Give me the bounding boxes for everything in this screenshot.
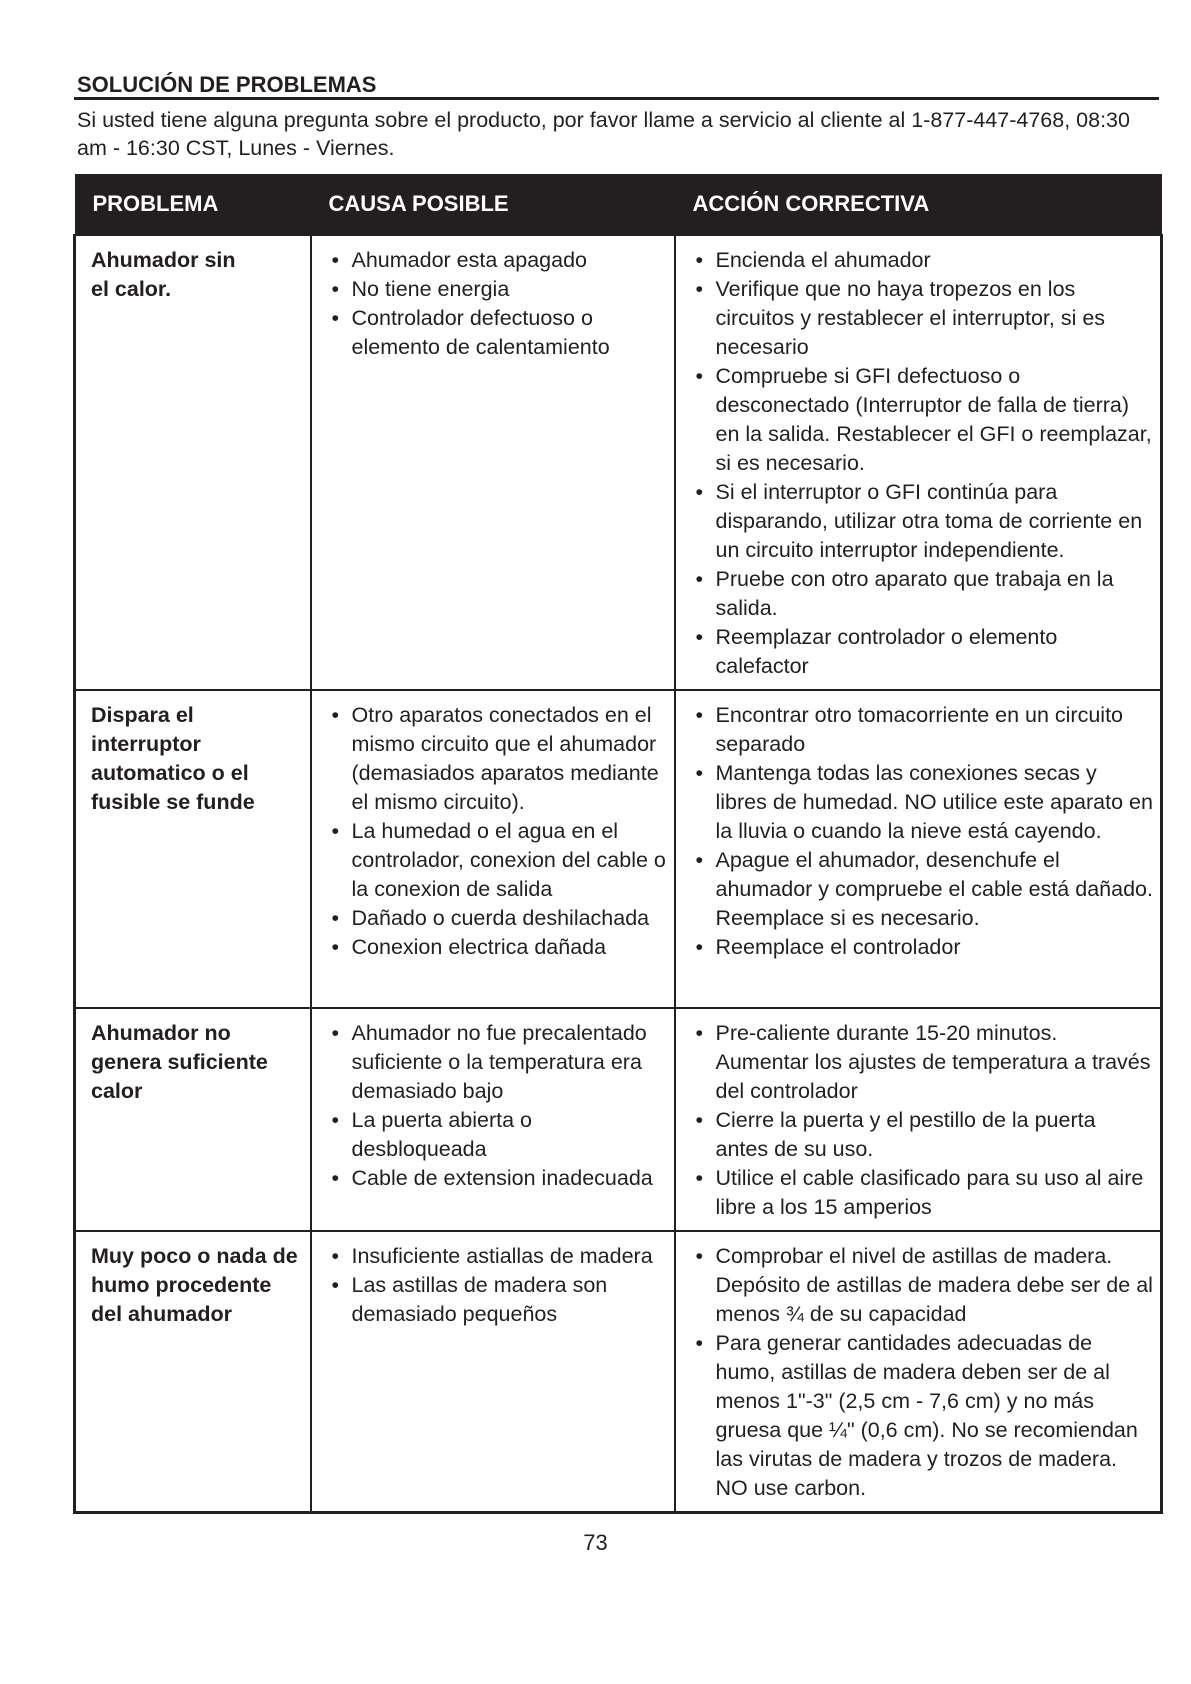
list-item: • Conexion electrica dañada: [326, 933, 668, 962]
list-item: • Ahumador esta apagado: [326, 246, 668, 275]
list-item: • Comprobar el nivel de astillas de madera. Depósito de astillas de madera debe ser de al menos ¾ de su capacidad: [690, 1242, 1155, 1329]
title-rule: [74, 97, 1159, 100]
column-header-cause: CAUSA POSIBLE: [311, 174, 675, 235]
action-list: [690, 1242, 1155, 1503]
list-item: • Dañado o cuerda deshilachada: [326, 904, 668, 933]
list-item: • Pre-caliente durante 15-20 minutos. Aumentar los ajustes de temperatura a través del controlador: [690, 1019, 1155, 1106]
cause-cell: [311, 1008, 675, 1231]
list-item: • Encontrar otro tomacorriente en un circuito separado: [690, 701, 1155, 759]
problem-cell: [75, 1231, 311, 1513]
problem-cell: [75, 690, 311, 1008]
cause-cell: [311, 235, 675, 690]
table-row: [75, 1231, 1162, 1513]
table-row: [75, 690, 1162, 1008]
problem-text: Muy poco o nada de humo procedente del ahumador: [91, 1244, 298, 1326]
cause-list: [326, 701, 668, 962]
list-item: • Controlador defectuoso o elemento de calentamiento: [326, 304, 668, 362]
page-number: 73: [583, 1530, 608, 1555]
cause-list: [326, 1019, 668, 1193]
list-item: • Encienda el ahumador: [690, 246, 1155, 275]
list-item: • No tiene energia: [326, 275, 668, 304]
column-header-problem: PROBLEMA: [75, 174, 311, 235]
action-list: [690, 246, 1155, 681]
table-row: [75, 1008, 1162, 1231]
list-item: • La humedad o el agua en el controlador, conexion del cable o la conexion de salida: [326, 817, 668, 904]
list-item: • Apague el ahumador, desenchufe el ahumador y compruebe el cable está dañado. Reemplace si es necesario.: [690, 846, 1155, 933]
cause-list: [326, 1242, 668, 1329]
table-row: [75, 235, 1162, 690]
list-item: • Compruebe si GFI defectuoso o desconectado (Interruptor de falla de tierra) en la salida. Restablecer el GFI o reemplazar, si es necesario.: [690, 362, 1155, 478]
list-item: • Reemplace el controlador: [690, 933, 1155, 962]
list-item: • Ahumador no fue precalentado suficiente o la temperatura era demasiado bajo: [326, 1019, 668, 1106]
table-header-row: [75, 174, 1162, 235]
problem-text: Ahumador sin el calor.: [91, 248, 236, 301]
problem-text: Ahumador no genera suficiente calor: [91, 1021, 268, 1103]
problem-cell: [75, 235, 311, 690]
column-header-action: ACCIÓN CORRECTIVA: [675, 174, 1162, 235]
action-list: [690, 1019, 1155, 1222]
action-cell: [675, 1231, 1162, 1513]
intro-text: Si usted tiene alguna pregunta sobre el producto, por favor llame a servicio al cliente al 1-877-447-4768, 08:30 am - 16:30 CST, Lunes - Viernes.: [77, 108, 1130, 160]
cause-cell: [311, 690, 675, 1008]
list-item: • Las astillas de madera son demasiado pequeños: [326, 1271, 668, 1329]
list-item: • Verifique que no haya tropezos en los circuitos y restablecer el interruptor, si es necesario: [690, 275, 1155, 362]
problem-text: Dispara el interruptor automatico o el fusible se funde: [91, 703, 255, 814]
list-item: • Reemplazar controlador o elemento calefactor: [690, 623, 1155, 681]
action-cell: [675, 690, 1162, 1008]
list-item: • Para generar cantidades adecuadas de humo, astillas de madera deben ser de al menos 1"-3" (2,5 cm - 7,6 cm) y no más gruesa que ¼" (0,6 cm). No se recomiendan las virutas de madera y trozos de madera. NO use carbon.: [690, 1329, 1155, 1503]
action-cell: [675, 235, 1162, 690]
list-item: • Mantenga todas las conexiones secas y libres de humedad. NO utilice este aparato en la lluvia o cuando la nieve está cayendo.: [690, 759, 1155, 846]
action-list: [690, 701, 1155, 962]
action-cell: [675, 1008, 1162, 1231]
cause-list: [326, 246, 668, 362]
list-item: • La puerta abierta o desbloqueada: [326, 1106, 668, 1164]
list-item: • Cierre la puerta y el pestillo de la puerta antes de su uso.: [690, 1106, 1155, 1164]
cause-cell: [311, 1231, 675, 1513]
problem-cell: [75, 1008, 311, 1231]
list-item: • Otro aparatos conectados en el mismo circuito que el ahumador (demasiados aparatos mediante el mismo circuito).: [326, 701, 668, 817]
list-item: • Cable de extension inadecuada: [326, 1164, 668, 1193]
list-item: • Si el interruptor o GFI continúa para disparando, utilizar otra toma de corriente en un circuito interruptor independiente.: [690, 478, 1155, 565]
page-title: SOLUCIÓN DE PROBLEMAS: [77, 72, 377, 97]
list-item: • Pruebe con otro aparato que trabaja en la salida.: [690, 565, 1155, 623]
list-item: • Insuficiente astiallas de madera: [326, 1242, 668, 1271]
troubleshooting-table: [73, 174, 1163, 1514]
list-item: • Utilice el cable clasificado para su uso al aire libre a los 15 amperios: [690, 1164, 1155, 1222]
